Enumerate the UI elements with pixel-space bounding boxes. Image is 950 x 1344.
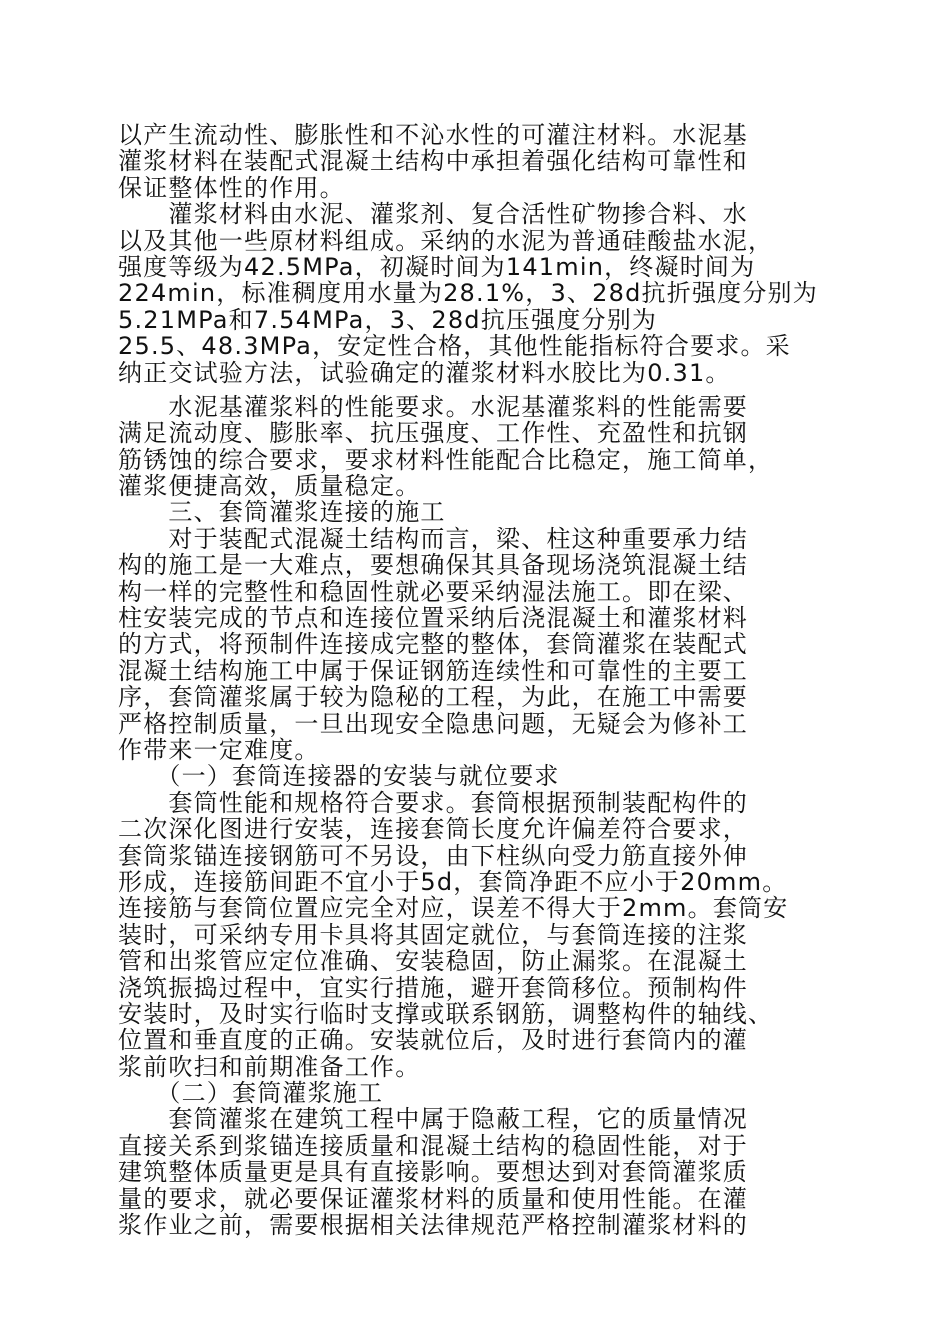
text-line: 混凝土结构施工中属于保证钢筋连续性和可靠性的主要工	[118, 656, 748, 685]
text-line: 建筑整体质量更是具有直接影响。要想达到对套筒灌浆质	[118, 1158, 748, 1187]
text-line: 套筒性能和规格符合要求。套筒根据预制装配构件的	[118, 788, 748, 817]
text-line: 以产生流动性、膨胀性和不沁水性的可灌注材料。水泥基	[118, 121, 748, 149]
text-line: 灌浆材料由水泥、灌浆剂、复合活性矿物掺合料、水	[118, 200, 748, 229]
text-line: 纳正交试验方法，试验确定的灌浆材料水胶比为0.31。	[118, 358, 731, 387]
text-line: 的方式，将预制件连接成完整的整体，套筒灌浆在装配式	[118, 630, 748, 659]
body-text	[118, 122, 818, 1238]
text-line: 灌浆便捷高效，质量稳定。	[118, 472, 421, 501]
text-line: 作带来一定难度。	[118, 735, 320, 764]
text-line: 套筒浆锚连接钢筋可不另设，由下柱纵向受力筋直接外伸	[118, 841, 748, 870]
text-line: 量的要求，就必要保证灌浆材料的质量和使用性能。在灌	[118, 1184, 748, 1213]
subsection-heading: （一）套筒连接器的安装与就位要求	[118, 762, 560, 791]
text-line: 强度等级为42.5MPa，初凝时间为141min，终凝时间为	[118, 252, 756, 281]
text-line: 直接关系到浆锚连接质量和混凝土结构的稳固性能，对于	[118, 1131, 748, 1160]
text-line: 浇筑振捣过程中，宜实行措施，避开套筒移位。预制构件	[118, 973, 748, 1002]
text-line: 二次深化图进行安装，连接套筒长度允许偏差符合要求，	[118, 815, 748, 844]
text-line: 序，套筒灌浆属于较为隐秘的工程，为此，在施工中需要	[118, 683, 748, 712]
text-line: 5.21MPa和7.54MPa，3、28d抗压强度分别为	[118, 305, 658, 334]
text-line: 224min，标准稠度用水量为28.1%，3、28d抗折强度分别为	[118, 279, 818, 308]
text-line: 套筒灌浆在建筑工程中属于隐蔽工程，它的质量情况	[118, 1105, 748, 1134]
text-line: 水泥基灌浆料的性能要求。水泥基灌浆料的性能需要	[118, 392, 748, 421]
text-line: 以及其他一些原材料组成。采纳的水泥为普通硅酸盐水泥，	[118, 226, 774, 255]
text-line: 连接筋与套筒位置应完全对应，误差不得大于2mm。套筒安	[118, 894, 789, 923]
section-heading: 三、套筒灌浆连接的施工	[118, 498, 446, 527]
text-line: 25.5、48.3MPa，安定性合格，其他性能指标符合要求。采	[118, 332, 791, 361]
text-line: 对于装配式混凝土结构而言，梁、柱这种重要承力结	[118, 524, 748, 553]
text-line: 浆前吹扫和前期准备工作。	[118, 1052, 421, 1081]
text-line: 灌浆材料在装配式混凝土结构中承担着强化结构可靠性和	[118, 147, 748, 176]
text-line: 严格控制质量，一旦出现安全隐患问题，无疑会为修补工	[118, 709, 748, 738]
text-line: 构一样的完整性和稳固性就必要采纳湿法施工。即在梁、	[118, 577, 748, 606]
text-line: 管和出浆管应定位准确、安装稳固，防止漏浆。在混凝土	[118, 947, 748, 976]
text-line: 装时，可采纳专用卡具将其固定就位，与套筒连接的注浆	[118, 920, 748, 949]
text-line: 柱安装完成的节点和连接位置采纳后浇混凝土和灌浆材料	[118, 604, 748, 633]
text-line: 构的施工是一大难点，要想确保其具备现场浇筑混凝土结	[118, 551, 748, 580]
subsection-heading: （二）套筒灌浆施工	[118, 1079, 384, 1108]
text-line: 筋锈蚀的综合要求，要求材料性能配合比稳定，施工简单，	[118, 445, 774, 474]
text-line: 浆作业之前，需要根据相关法律规范严格控制灌浆材料的	[118, 1211, 748, 1240]
text-line: 位置和垂直度的正确。安装就位后，及时进行套筒内的灌	[118, 1026, 748, 1055]
text-line: 安装时，及时实行临时支撑或联系钢筋，调整构件的轴线、	[118, 999, 774, 1028]
text-line: 满足流动度、膨胀率、抗压强度、工作性、充盈性和抗钢	[118, 419, 748, 448]
text-line: 保证整体性的作用。	[118, 173, 345, 202]
text-line: 形成，连接筋间距不宜小于5d，套筒净距不应小于20mm。	[118, 867, 788, 896]
